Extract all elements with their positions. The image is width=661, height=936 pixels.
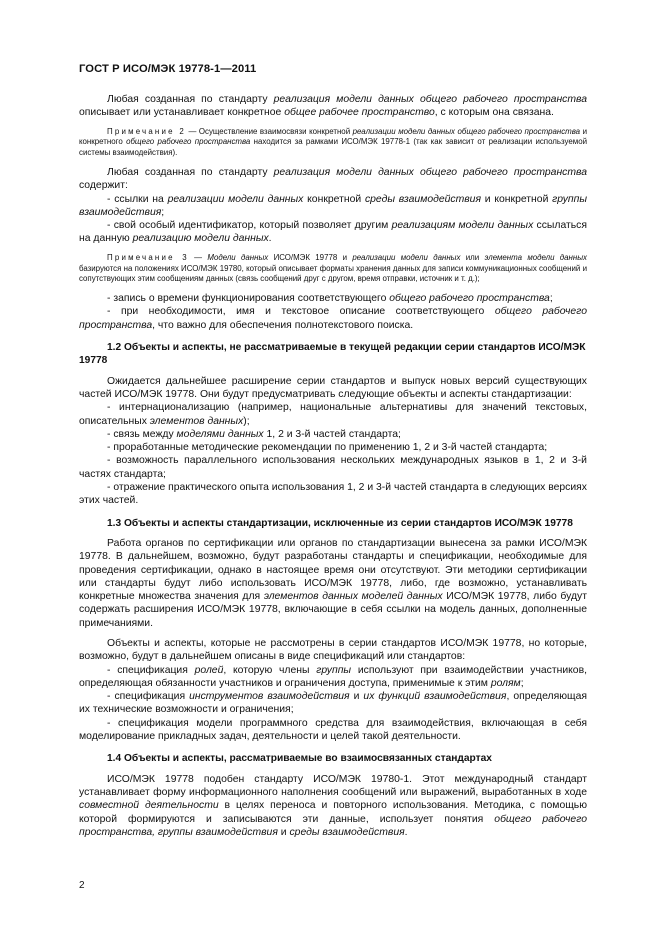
text-run: ссылаться на данную: [79, 220, 588, 245]
italic-term: среды взаимодействия: [364, 193, 482, 205]
text-run: - при необходимости, имя и текстовое описание соответствующего: [107, 306, 495, 318]
text-run: , определяющая их технические возможности и ограничения;: [79, 691, 587, 716]
italic-term: среды взаимодействия: [289, 826, 405, 838]
list-item: [79, 401, 587, 428]
text-run: ;: [520, 677, 524, 689]
text-run: и: [277, 826, 290, 838]
text-run: и: [349, 691, 364, 703]
text-run: , которую члены: [223, 664, 317, 676]
italic-term: ролей: [194, 664, 224, 676]
italic-term: общего рабочего пространства: [126, 137, 251, 147]
text-run: , что важно для обеспечения полнотекстового поиска.: [152, 319, 414, 331]
italic-term: моделями данных: [176, 428, 264, 440]
paragraph: [79, 637, 587, 664]
text-run: Любая созданная по стандарту: [107, 94, 274, 105]
section-heading: [79, 517, 587, 530]
italic-term: общего рабочего пространства, группы взаимодействия: [79, 813, 587, 838]
text-run: конкретной: [303, 193, 365, 205]
text-run: 1.3 Объекты и аспекты стандартизации, исключенные из серии стандартов ИСО/МЭК 19778: [107, 517, 573, 529]
note: [79, 127, 587, 159]
text-run: .: [268, 233, 272, 245]
text-run: );: [243, 415, 250, 427]
text-run: ИСО/МЭК 19778 подобен стандарту ИСО/МЭК 19780-1. Этот международный стандарт устанавливает форму информационного наполнения сообщений или выражений, выработанных в ходе: [79, 773, 587, 798]
italic-term: реализации модели данных общего рабочего пространства: [352, 126, 581, 136]
paragraph: [79, 773, 587, 839]
list-item: [79, 305, 587, 332]
italic-term: элементов данных моделей данных: [263, 591, 443, 603]
italic-term: реализации модели данных: [352, 252, 461, 262]
text-run: - спецификация: [107, 664, 195, 676]
italic-term: реализация модели данных общего рабочего пространства: [273, 166, 587, 178]
italic-term: общее рабочее пространство: [284, 107, 435, 119]
page-number: 2: [79, 880, 85, 891]
text-run: - спецификация модели программного средства для взаимодействия, включающая в себя моделирование прикладных задач, деятельности и целей такой деятельности.: [79, 717, 587, 743]
italic-term: реализацию модели данных: [132, 233, 269, 245]
list-item: [79, 481, 587, 508]
document-body: [79, 93, 587, 839]
document-header: ГОСТ Р ИСО/МЭК 19778-1—2011: [79, 63, 257, 75]
text-run: Примечание 3: [107, 252, 189, 262]
italic-term: общего рабочего пространства: [389, 293, 550, 305]
text-run: - запись о времени функционирования соответствующего: [107, 293, 390, 305]
text-run: содержит:: [79, 180, 128, 192]
text-run: 1, 2 и 3-й частей стандарта;: [263, 428, 401, 440]
text-run: .: [404, 826, 408, 838]
text-run: , с которым она связана.: [434, 107, 554, 119]
list-item: [79, 664, 587, 691]
text-run: —: [188, 252, 208, 262]
italic-term: группы взаимодействия: [79, 193, 587, 218]
text-run: Объекты и аспекты, которые не рассмотрены в серии стандартов ИСО/МЭК 19778, но которые, возможно, будут в дальнейшем описаны в виде спецификаций или стандартов:: [79, 637, 587, 663]
text-run: - ссылки на: [107, 193, 168, 205]
text-run: - отражение практического опыта использования 1, 2 и 3-й частей стандарта в следующих версиях этих частей.: [79, 482, 587, 507]
text-run: Работа органов по сертификации или органов по стандартизации вынесена за рамки ИСО/МЭК 19778. В дальнейшем, возможно, будут разработаны стандарты и спецификации, необходимые для проведения сертификации, однако в настоящее время они отсутствуют. Эти методики сертификации или стандарты будут либо использовать ИСО/МЭК 19778, либо, где возможно, устанавливать конкретные множества значения для: [79, 537, 587, 603]
text-run: или: [460, 252, 485, 262]
list-item: [79, 193, 587, 220]
list-item: [79, 428, 587, 441]
italic-term: элемента модели данных: [484, 252, 587, 262]
section-heading: [79, 341, 587, 368]
text-run: описывает или устанавливает конкретное: [79, 107, 285, 119]
list-item: [79, 292, 587, 305]
italic-term: реализациям модели данных: [391, 220, 534, 232]
paragraph: [79, 166, 587, 193]
list-item: [79, 717, 587, 744]
italic-term: общего рабочего пространства: [79, 306, 587, 331]
italic-term: их функций взаимодействия: [363, 691, 507, 703]
paragraph: [79, 93, 587, 120]
italic-term: элементов данных: [149, 415, 244, 427]
italic-term: Модели данных: [207, 252, 269, 262]
list-item: [79, 690, 587, 717]
text-run: в целях переноса и повторного использования. Методика, с помощью которой формируются и записываются эти данные, использует понятия: [79, 800, 587, 825]
text-run: - проработанные методические рекомендации по применению 1, 2 и 3-й частей стандарта;: [107, 442, 548, 454]
text-run: ИСО/МЭК 19778, либо будут содержать расширения ИСО/МЭК 19778, включающие в себя ссылки на модель данных, дополненные примечаниями.: [79, 591, 587, 629]
text-run: - интернационализацию (например, национальные альтернативы для значений текстовых, описательных: [79, 402, 587, 427]
text-run: 1.2 Объекты и аспекты, не рассматриваемые в текущей редакции серии стандартов ИСО/МЭК 19778: [79, 342, 586, 367]
text-run: Примечание 2: [107, 126, 186, 136]
italic-term: ролям: [490, 677, 521, 689]
text-run: - возможность параллельного использования нескольких международных языков в 1, 2 и 3-й частях стандарта;: [79, 455, 587, 480]
text-run: находится за рамками ИСО/МЭК 19778-1 (так как зависит от реализации используемой системы взаимодействия).: [79, 137, 587, 158]
italic-term: реализация модели данных общего рабочего пространства: [273, 94, 587, 105]
text-run: - связь между: [107, 428, 177, 440]
italic-term: реализации модели данных: [167, 193, 304, 205]
text-run: Ожидается дальнейшее расширение серии стандартов и выпуск новых версий существующих частей ИСО/МЭК 19778. Они будут предусматривать следующие объекты и аспекты стандартизации:: [79, 375, 587, 400]
list-item: [79, 441, 587, 454]
text-run: ;: [161, 206, 165, 218]
list-item: [79, 219, 587, 246]
section-heading: [79, 752, 587, 765]
list-item: [79, 454, 587, 481]
italic-term: группы: [316, 664, 352, 676]
text-run: 1.4 Объекты и аспекты, рассматриваемые во взаимосвязанных стандартах: [107, 753, 492, 765]
note: [79, 253, 587, 285]
text-run: и конкретной: [481, 193, 553, 205]
italic-term: инструментов взаимодействия: [189, 691, 350, 703]
italic-term: совместной деятельности: [79, 800, 219, 812]
paragraph: [79, 375, 587, 402]
paragraph: [79, 537, 587, 630]
text-run: - спецификация: [107, 691, 190, 703]
text-run: Любая созданная по стандарту: [107, 166, 274, 178]
text-run: используют при взаимодействии участников, определяющая обязанности участников и ограничения доступа, применимые к этим: [79, 664, 587, 689]
text-run: и конкретного: [79, 126, 587, 147]
text-run: ;: [549, 293, 553, 305]
text-run: ИСО/МЭК 19778 и: [268, 252, 353, 262]
text-run: базируются на положениях ИСО/МЭК 19780, который описывает форматы хранения данных для записи коммуникационных сообщений и сопутствующих этим сообщениям данных (связь сообщений друг с другом, время отправки, источник и т. д.);: [79, 263, 587, 284]
text-run: - свой особый идентификатор, который позволяет другим: [107, 220, 392, 232]
text-run: — Осуществление взаимосвязи конкретной: [185, 126, 353, 136]
